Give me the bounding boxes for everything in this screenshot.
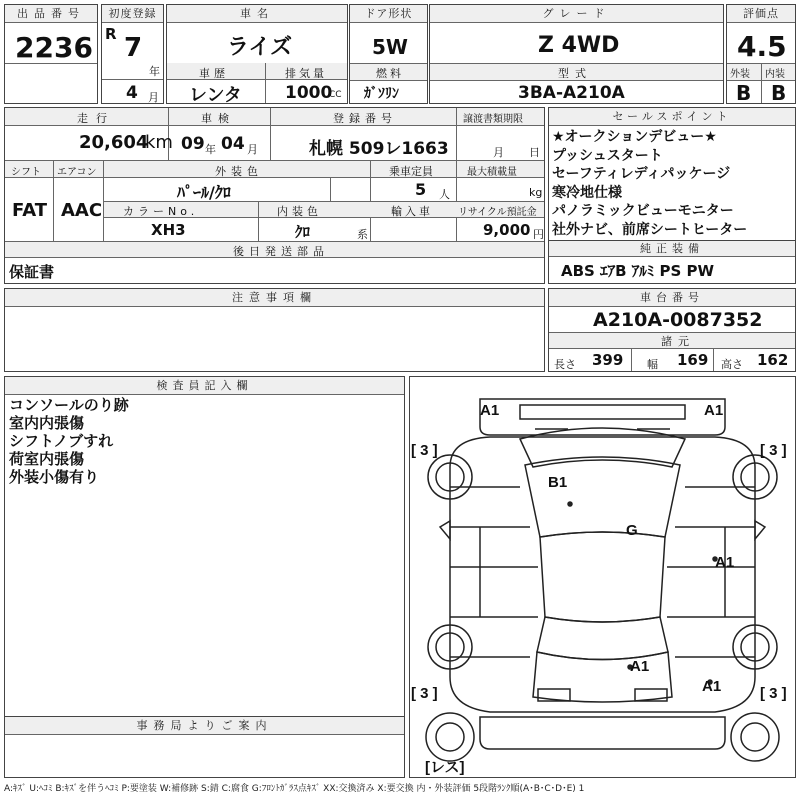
int-color-label: 内装色 bbox=[277, 205, 322, 218]
mark-a1-rear-right: A1 bbox=[702, 678, 722, 695]
sales-point-item: パノラミックビューモニター bbox=[552, 203, 734, 219]
transfer-label: 譲渡書類期限 bbox=[463, 114, 523, 125]
inspector-note: 室内内張傷 bbox=[9, 414, 85, 432]
mileage: 20,604 bbox=[79, 132, 149, 153]
height: 162 bbox=[757, 351, 789, 369]
displacement-unit: CC bbox=[329, 90, 342, 100]
width: 169 bbox=[677, 351, 709, 369]
history-label: 車歴 bbox=[199, 67, 229, 80]
car-name: ライズ bbox=[227, 35, 293, 60]
era: R bbox=[105, 25, 117, 43]
grade-label: グレード bbox=[430, 5, 723, 23]
office-notice-cell bbox=[4, 716, 405, 778]
sales-point-item: ★オークションデビュー★ bbox=[552, 129, 717, 145]
equipment-cell bbox=[548, 240, 796, 284]
max-load-unit: kg bbox=[529, 186, 543, 199]
length: 399 bbox=[592, 351, 624, 369]
mark-a1-right: A1 bbox=[715, 554, 735, 571]
sales-point-item: 社外ナビ、前席シートヒーター bbox=[552, 221, 748, 238]
office-notice-label: 事務局よりご案内 bbox=[5, 717, 404, 735]
sales-point-item: プッシュスタート bbox=[552, 147, 663, 164]
grade: Z 4WD bbox=[538, 33, 620, 58]
height-label: 高さ bbox=[721, 358, 743, 371]
shift-label: シフト bbox=[11, 167, 41, 178]
mark-b1: B1 bbox=[548, 474, 568, 491]
door-label: ドア形状 bbox=[350, 5, 427, 23]
sales-point-item: セーフティレディパッケージ bbox=[552, 166, 731, 182]
exterior-grade: B bbox=[736, 81, 752, 105]
sales-points-label: セールスポイント bbox=[549, 108, 795, 126]
transfer-month-unit: 月 bbox=[493, 146, 504, 159]
air-conditioner: AAC bbox=[61, 200, 103, 221]
car-name-cell bbox=[166, 4, 348, 104]
chassis-label: 車台番号 bbox=[549, 289, 795, 307]
exterior-label: 外装 bbox=[730, 69, 750, 80]
door-cell bbox=[349, 4, 428, 104]
sales-points-cell bbox=[548, 107, 796, 241]
inspector-note: コンソールのり跡 bbox=[9, 396, 129, 414]
equipment: ABS ｴｱB ｱﾙﾐ PS PW bbox=[561, 262, 715, 280]
capacity: 5 bbox=[415, 180, 427, 199]
fuel-label: 燃料 bbox=[376, 67, 404, 80]
fuel: ｶﾞｿﾘﾝ bbox=[364, 86, 399, 102]
interior-label: 内装 bbox=[765, 69, 785, 80]
inspector-notes-cell bbox=[4, 376, 405, 717]
condition-diagram bbox=[409, 376, 796, 778]
capacity-unit: 人 bbox=[439, 188, 450, 201]
displacement-label: 排気量 bbox=[285, 67, 327, 80]
inspector-note: 荷室内張傷 bbox=[9, 450, 85, 468]
recycle-label: リサイクル預託金 bbox=[458, 207, 537, 218]
interior-grade: B bbox=[771, 81, 787, 105]
sales-point-item: 寒冷地仕様 bbox=[552, 184, 622, 201]
first-registration-cell bbox=[101, 4, 164, 104]
notes-cell bbox=[4, 288, 545, 372]
inspector-notes-label: 検査員記入欄 bbox=[5, 377, 404, 395]
mark-a1-front-left: A1 bbox=[480, 402, 500, 419]
year-unit: 年 bbox=[149, 65, 160, 78]
lot-number-label: 出品番号 bbox=[5, 5, 97, 23]
shift: FAT bbox=[12, 200, 48, 221]
model-code: 3BA-A210A bbox=[518, 83, 625, 103]
month-unit: 月 bbox=[148, 91, 159, 104]
history: レンタ bbox=[189, 85, 242, 106]
first-reg-year: 7 bbox=[124, 33, 143, 63]
first-reg-month: 4 bbox=[126, 83, 138, 103]
inspection-month: 04 bbox=[221, 134, 245, 154]
inspection-year: 09 bbox=[181, 134, 205, 154]
mileage-unit: km bbox=[145, 132, 173, 153]
model-label: 型式 bbox=[558, 67, 592, 80]
grade-cell bbox=[429, 4, 724, 104]
mark-3-rear-right-wheel: [ 3 ] bbox=[760, 685, 787, 702]
chassis-cell bbox=[548, 288, 796, 372]
recycle-fee: 9,000 bbox=[483, 221, 531, 239]
width-label: 幅 bbox=[647, 358, 658, 371]
color-number: XH3 bbox=[151, 221, 186, 239]
ext-color-label: 外装色 bbox=[215, 165, 263, 178]
max-load-label: 最大積載量 bbox=[467, 167, 517, 178]
plate-label: 登録番号 bbox=[333, 112, 397, 125]
color-no-label: カラーNo. bbox=[123, 205, 199, 218]
first-registration-label: 初度登録 bbox=[102, 5, 163, 23]
mark-a1-rear: A1 bbox=[630, 658, 650, 675]
score-cell bbox=[726, 4, 796, 104]
int-color-unit: 系 bbox=[357, 228, 368, 241]
car-name-label: 車名 bbox=[167, 5, 347, 23]
score-label: 評価点 bbox=[727, 5, 795, 23]
inspector-note: シフトノブすれ bbox=[9, 432, 114, 450]
specs-label: 諸元 bbox=[661, 335, 695, 348]
ac-label: エアコン bbox=[57, 167, 97, 178]
mark-g: G bbox=[626, 522, 638, 539]
overall-score: 4.5 bbox=[737, 30, 787, 63]
inspector-note: 外装小傷有り bbox=[9, 468, 100, 486]
notes-label: 注意事項欄 bbox=[5, 289, 544, 307]
legend-footer: A:ｷｽﾞ U:ﾍｺﾐ B:ｷｽﾞを伴うﾍｺﾐ P:要塗装 W:補修跡 S:錆 C:腐食 G:ﾌﾛﾝﾄｶﾞﾗｽ点ｷｽﾞ XX:交換済み X:要交換 内・外装評価 5段階ﾗﾝｸ順(A･B･C･D･E) 1 bbox=[4, 784, 585, 794]
mark-less: [レス] bbox=[425, 759, 465, 776]
chassis-number: A210A-0087352 bbox=[593, 309, 763, 331]
transfer-day-unit: 日 bbox=[529, 146, 540, 159]
inspection-year-unit: 年 bbox=[205, 143, 216, 156]
mark-3-front-right-wheel: [ 3 ] bbox=[760, 442, 787, 459]
mark-a1-front-right: A1 bbox=[704, 402, 724, 419]
vehicle-details-grid bbox=[4, 107, 545, 284]
recycle-unit: 円 bbox=[533, 228, 544, 241]
equipment-label: 純正装備 bbox=[549, 241, 795, 257]
lot-number-cell bbox=[4, 4, 98, 104]
ext-color: ﾊﾟｰﾙ/ｸﾛ bbox=[177, 183, 231, 202]
lot-number: 2236 bbox=[15, 31, 93, 64]
mileage-label: 走行 bbox=[77, 112, 115, 125]
import-label: 輸入車 bbox=[391, 205, 433, 218]
inspection-month-unit: 月 bbox=[247, 143, 258, 156]
inspection-label: 車検 bbox=[201, 112, 235, 125]
length-label: 長さ bbox=[554, 358, 576, 371]
displacement: 1000 bbox=[285, 83, 333, 103]
mark-3-rear-left-wheel: [ 3 ] bbox=[411, 685, 438, 702]
capacity-label: 乗車定員 bbox=[389, 165, 433, 178]
mark-3-front-left-wheel: [ 3 ] bbox=[411, 442, 438, 459]
later-parts: 保証書 bbox=[9, 263, 55, 281]
plate-number: 札幌 509レ1663 bbox=[309, 139, 449, 159]
later-parts-label: 後日発送部品 bbox=[233, 245, 329, 258]
door-type: 5W bbox=[372, 35, 408, 59]
int-color: ｸﾛ bbox=[295, 223, 311, 241]
